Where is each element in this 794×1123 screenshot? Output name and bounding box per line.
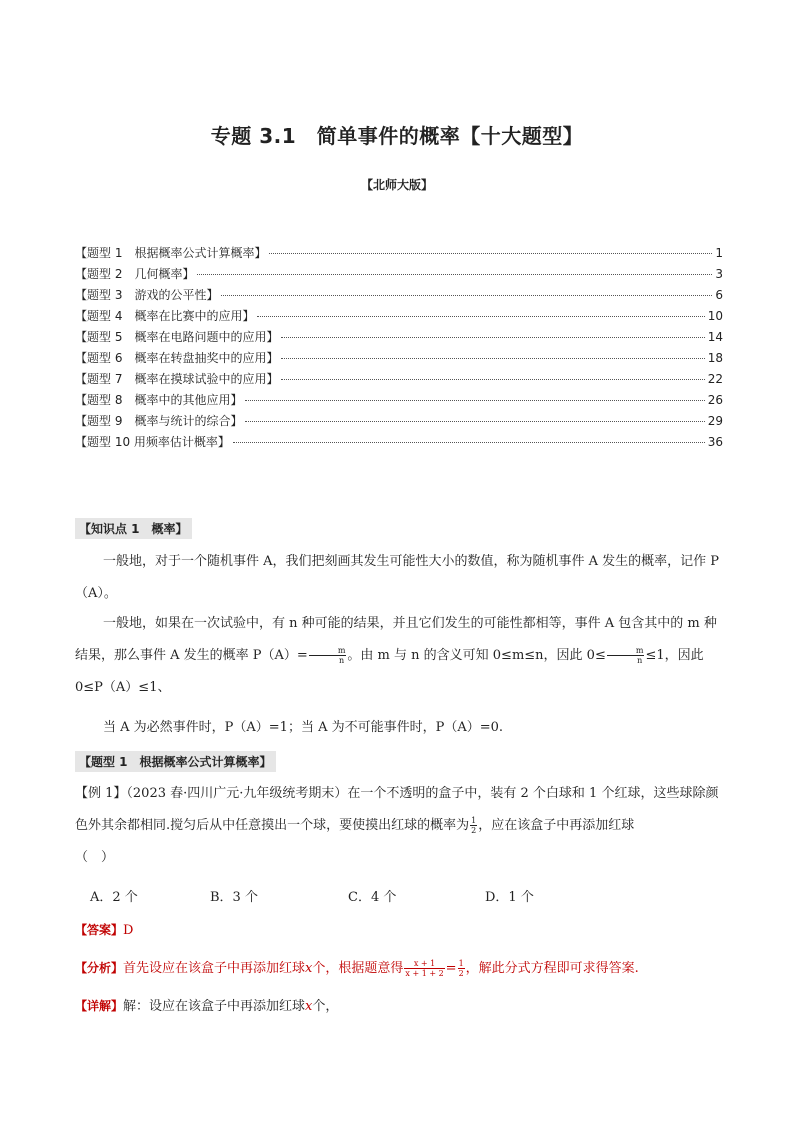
formula-text: 。由 m 与 n 的含义可知 0≤m≤n，因此 0≤ — [347, 648, 606, 663]
toc-entry[interactable] — [75, 328, 723, 349]
toc-label: 【题型 2 几何概率】 — [75, 267, 195, 281]
toc-leader — [269, 253, 712, 254]
toc-leader — [245, 400, 704, 401]
equation-fraction: $\frac{x + 1}{x + 1 + 2}$ — [405, 959, 444, 978]
detail-text: 个， — [312, 999, 339, 1014]
analysis-text: 首先设应在该盒子中再添加红球 — [123, 961, 306, 976]
variable-x: x — [305, 999, 313, 1014]
toc-leader — [257, 316, 704, 317]
example-question — [75, 778, 723, 874]
variable-x: x — [305, 961, 313, 976]
toc-entry[interactable] — [75, 244, 723, 265]
example-text: ，应在该盒子中再添加红球 — [478, 818, 635, 833]
answer-value: D — [123, 923, 134, 938]
toc-page-number: 18 — [707, 351, 723, 365]
toc-entry[interactable] — [75, 349, 723, 370]
answer-line — [75, 914, 723, 947]
toc-leader — [281, 337, 704, 338]
toc-page-number: 26 — [707, 393, 723, 407]
toc-leader — [221, 295, 712, 296]
toc-label: 【题型 7 概率在摸球试验中的应用】 — [75, 372, 279, 386]
knowledge-heading: 【知识点 1 概率】 — [75, 518, 192, 539]
fraction-m-over-n: $\frac{m}{n}$ — [607, 646, 645, 665]
option-c[interactable]: C．4 个 — [348, 890, 397, 905]
option-a[interactable]: A．2 个 — [90, 890, 138, 905]
example-text: 【例 1】（2023 春·四川广元·九年级统考期末）在一个不透明的盒子中，装有 2 个白球和 1 个红球，这些球除颜色外其余都相同.搅匀后从中任意摸出一个球，要使摸出红球的概率为 — [75, 786, 719, 833]
toc-leader — [281, 379, 704, 380]
page-title: 专题 3.1 简单事件的概率【十大题型】 — [210, 124, 584, 148]
toc-label: 【题型 1 根据概率公式计算概率】 — [75, 246, 267, 260]
toc-label: 【题型 4 概率在比赛中的应用】 — [75, 309, 255, 323]
analysis-text: ，解此分式方程即可求得答案. — [465, 961, 639, 976]
toc-page-number: 29 — [707, 414, 723, 428]
answer-label: 【答案】 — [75, 923, 124, 937]
toc-leader — [197, 274, 712, 275]
toc-entry[interactable] — [75, 391, 723, 412]
formula-text: ≤1，因此 0≤P（A）≤1、 — [75, 648, 704, 695]
toc-label: 【题型 6 概率在转盘抽奖中的应用】 — [75, 351, 279, 365]
toc-entry[interactable] — [75, 265, 723, 286]
toc-entry[interactable] — [75, 370, 723, 391]
detail-text: 解：设应在该盒子中再添加红球 — [123, 999, 306, 1014]
toc-leader — [233, 442, 705, 443]
toc-label: 【题型 9 概率与统计的综合】 — [75, 414, 243, 428]
formula-text: 一般地，如果在一次试验中，有 n 种可能的结果，并且它们发生的可能性都相等，事件 A 包含其中的 m 种结果，那么事件 A 发生的概率 P（A）= — [75, 616, 717, 663]
toc-page-number: 14 — [707, 330, 723, 344]
fraction-one-half: $\frac{1}{2}$ — [458, 959, 464, 978]
fraction-one-half: $\frac{1}{2}$ — [471, 816, 477, 835]
detail-label: 【详解】 — [75, 999, 124, 1013]
answer-blank: （ ） — [75, 850, 115, 865]
toc-label: 【题型 5 概率在电路问题中的应用】 — [75, 330, 279, 344]
toc-page-number: 6 — [715, 288, 723, 302]
section-heading-type-1: 【题型 1 根据概率公式计算概率】 — [75, 751, 276, 772]
knowledge-paragraph-cases: 当 A 为必然事件时，P（A）=1；当 A 为不可能事件时，P（A）=0. — [103, 720, 504, 735]
fraction-m-over-n: $\frac{m}{n}$ — [309, 646, 347, 665]
toc-entry[interactable] — [75, 433, 723, 454]
analysis-line — [75, 952, 723, 985]
toc-entry[interactable] — [75, 412, 723, 433]
analysis-label: 【分析】 — [75, 961, 124, 975]
knowledge-paragraph-definition: 一般地，对于一个随机事件 A，我们把刻画其发生可能性大小的数值，称为随机事件 A 发生的概率，记作 P（A）。 — [75, 554, 720, 601]
toc-label: 【题型 8 概率中的其他应用】 — [75, 393, 243, 407]
detail-line — [75, 990, 723, 1023]
toc-entry[interactable] — [75, 307, 723, 328]
equals-sign: = — [445, 961, 457, 976]
toc-page-number: 1 — [715, 246, 723, 260]
option-d[interactable]: D．1 个 — [485, 890, 534, 905]
toc-page-number: 10 — [707, 309, 723, 323]
analysis-text: 个，根据题意得 — [312, 961, 404, 976]
edition-label: 【北师大版】 — [360, 178, 433, 192]
knowledge-paragraph-formula — [75, 608, 723, 704]
toc-label: 【题型 10 用频率估计概率】 — [75, 435, 230, 449]
toc-page-number: 3 — [715, 267, 723, 281]
toc-leader — [245, 421, 704, 422]
toc-page-number: 36 — [707, 435, 723, 449]
option-b[interactable]: B．3 个 — [210, 890, 258, 905]
table-of-contents — [75, 244, 723, 454]
toc-label: 【题型 3 游戏的公平性】 — [75, 288, 219, 302]
toc-leader — [281, 358, 704, 359]
options-row — [75, 882, 723, 914]
toc-entry[interactable] — [75, 286, 723, 307]
toc-page-number: 22 — [707, 372, 723, 386]
